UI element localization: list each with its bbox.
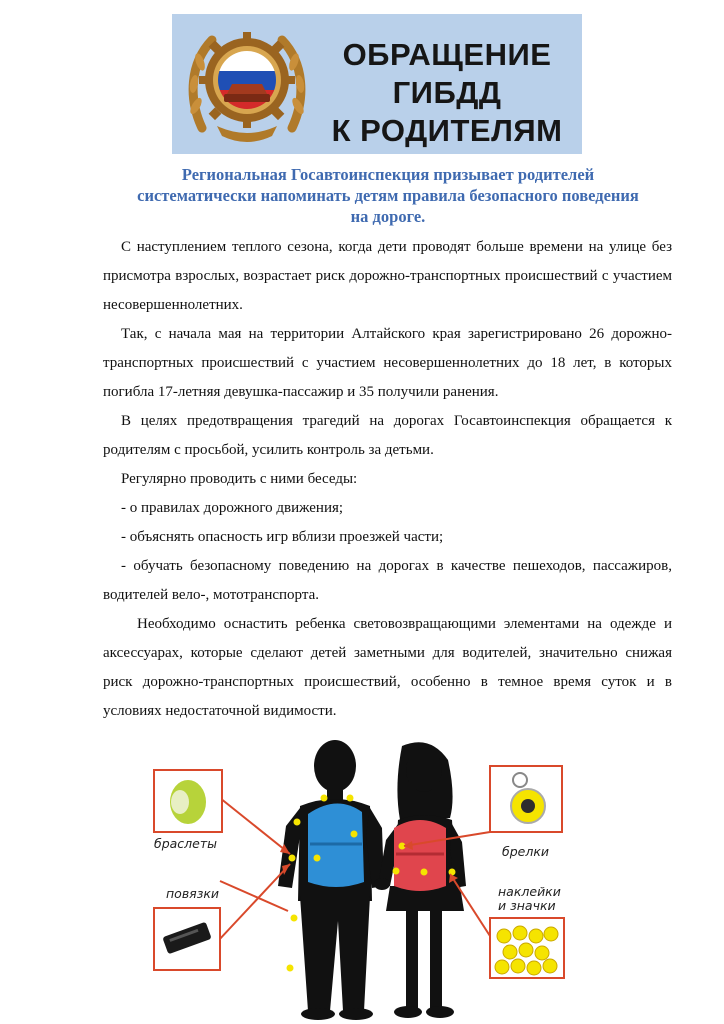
paragraph: В целях предотвращения трагедий на дорогах Госавтоинспекция обращается к родителям с просьбой, усилить контроль за детьми.: [103, 413, 672, 458]
banner-title-line: К РОДИТЕЛЯМ: [331, 113, 563, 148]
label-keychains: брелки: [502, 844, 549, 859]
banner-title-line: ГИБДД: [392, 75, 502, 110]
bracelet-icon: [170, 780, 206, 824]
bullet-item: - о правилах дорожного движения;: [121, 500, 344, 516]
header-banner: [172, 14, 582, 154]
paragraph: Необходимо оснастить ребенка световозвращающими элементами на одежде и аксессуарах, которые сделают детей заметными для водителей, значительно снижая риск дорожно-транспортных происшествий, особенно в темное время суток и в условиях недостаточной видимости.: [103, 616, 672, 719]
article-body: [103, 233, 672, 726]
subtitle: [96, 164, 680, 227]
banner-title: [322, 36, 572, 150]
label-badges: и значки: [498, 898, 556, 913]
subtitle-line: на дороге.: [350, 207, 426, 226]
gibdd-emblem-icon: [182, 18, 312, 150]
subtitle-line: систематически напоминать детям правила безопасного поведения: [137, 186, 639, 205]
label-armbands: повязки: [166, 886, 220, 901]
paragraph: Так, с начала мая на территории Алтайского края зарегистрировано 26 дорожно-транспортных происшествий с участием несовершеннолетних до 18 лет, в которых погибла 17-летняя девушка-пассажир и 35 получили ранения.: [103, 326, 672, 400]
label-stickers: наклейки: [498, 884, 561, 899]
banner-title-line: ОБРАЩЕНИЕ: [342, 37, 552, 72]
subtitle-line: Региональная Госавтоинспекция призывает родителей: [181, 165, 595, 184]
label-bracelets: браслеты: [154, 836, 218, 851]
paragraph: С наступлением теплого сезона, когда дети проводят больше времени на улице без присмотра взрослых, возрастает риск дорожно-транспортных происшествий с участием несовершеннолетних.: [103, 239, 672, 313]
bullet-item: - объяснять опасность игр вблизи проезжей части;: [121, 529, 444, 545]
paragraph: Регулярно проводить с ними беседы:: [121, 471, 358, 487]
reflective-elements-illustration: [150, 736, 580, 1021]
bullet-item: - обучать безопасному поведению на дорогах в качестве пешеходов, пассажиров, водителей вело-, мототранспорта.: [103, 558, 672, 603]
